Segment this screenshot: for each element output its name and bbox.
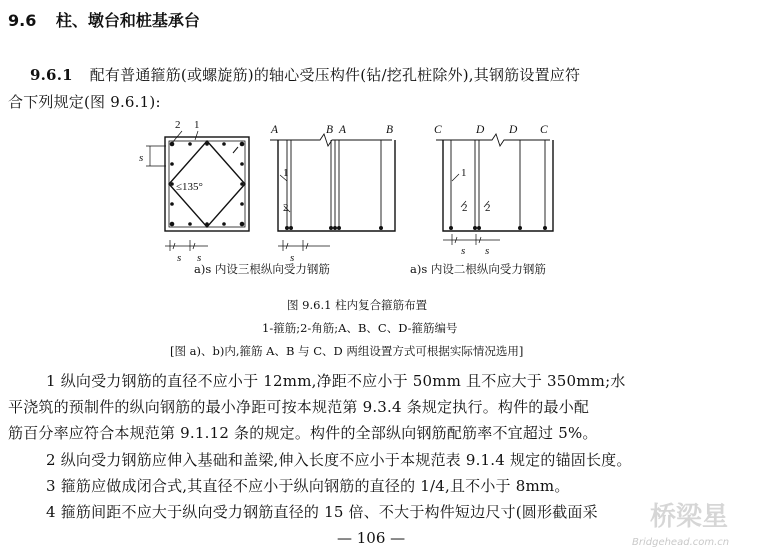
fig-a-s-bottom-2: s: [197, 252, 202, 264]
figure-b-elevation-bars: [449, 226, 547, 230]
subcaption-b: a)s 内设二根纵向受力钢筋: [410, 262, 546, 276]
fig-a-s-bottom-1: s: [177, 252, 182, 264]
fig-a-label-2: 2: [175, 119, 181, 131]
fig-b-label-2b: 2: [485, 202, 491, 214]
fig-a-elev-label-2: 2: [283, 202, 289, 214]
fig-a-elev-label-1: 1: [283, 167, 289, 179]
item-1-line-1: 1 纵向受力钢筋的直径不应小于 12mm,净距不应小于 50mm 且不应大于 350mm;水: [46, 372, 626, 390]
fig-b-label-D2: D: [509, 124, 518, 136]
figure-title: 图 9.6.1 柱内复合箍筋布置: [287, 298, 428, 312]
figure-b-elevation: [436, 134, 553, 245]
item-2-line-1: 2 纵向受力钢筋应伸入基础和盖梁,伸入长度不应小于本规范表 9.1.4 规定的锚固长度。: [46, 451, 632, 469]
fig-b-label-1: 1: [461, 167, 467, 179]
item-1-line-3: 筋百分率应符合本规范第 9.1.12 条的规定。构件的全部纵向钢筋配筋率不宜超过 5%。: [8, 424, 598, 442]
figure-legend: 1-箍筋;2-角筋;A、B、C、D-箍筋编号: [262, 321, 458, 335]
figure-a-elevation-bars: [285, 226, 383, 230]
fig-a-label-B2: B: [386, 124, 394, 136]
figure-a-elevation: [270, 134, 395, 251]
clause-text-1: 配有普通箍筋(或螺旋筋)的轴心受压构件(钻/挖孔桩除外),其钢筋设置应符: [89, 66, 581, 84]
fig-b-label-D1: D: [476, 124, 485, 136]
watermark-url: Bridgehead.com.cn: [632, 537, 730, 548]
fig-b-s-2: s: [485, 245, 490, 257]
fig-a-angle: ≤135°: [176, 181, 203, 193]
figure-note: [图 a)、b)内,箍筋 A、B 与 C、D 两组设置方式可根据实际情况选用]: [170, 344, 524, 358]
section-number: 9.6: [8, 11, 37, 30]
fig-a-s-left: s: [139, 152, 144, 164]
fig-a-label-A1: A: [271, 124, 279, 136]
item-1-line-2: 平浇筑的预制件的纵向钢筋的最小净距可按本规范第 9.3.4 条规定执行。构件的最小配: [8, 398, 590, 416]
fig-a-elev-s: s: [290, 252, 295, 264]
page-number: — 106 —: [337, 529, 406, 547]
item-4-line-1: 4 箍筋间距不应大于纵向受力钢筋直径的 15 倍、不大于构件短边尺寸(圆形截面采: [46, 503, 598, 521]
fig-a-label-B1: B: [326, 124, 334, 136]
fig-a-label-1: 1: [194, 119, 200, 131]
fig-b-label-C2: C: [540, 124, 548, 136]
fig-b-s-1: s: [461, 245, 466, 257]
section-title: 柱、墩台和桩基承台: [55, 11, 200, 30]
fig-b-label-C1: C: [434, 124, 442, 136]
watermark-logo: 桥梁星: [650, 502, 729, 532]
fig-a-label-A2: A: [339, 124, 347, 136]
subcaption-a: a)s 内设三根纵向受力钢筋: [194, 262, 330, 276]
clause-line-2: 合下列规定(图 9.6.1):: [8, 93, 161, 111]
item-3-line-1: 3 箍筋应做成闭合式,其直径不应小于纵向钢筋的直径的 1/4,且不小于 8mm。: [46, 477, 570, 495]
fig-b-label-2a: 2: [462, 202, 468, 214]
clause-number: 9.6.1: [30, 66, 73, 84]
